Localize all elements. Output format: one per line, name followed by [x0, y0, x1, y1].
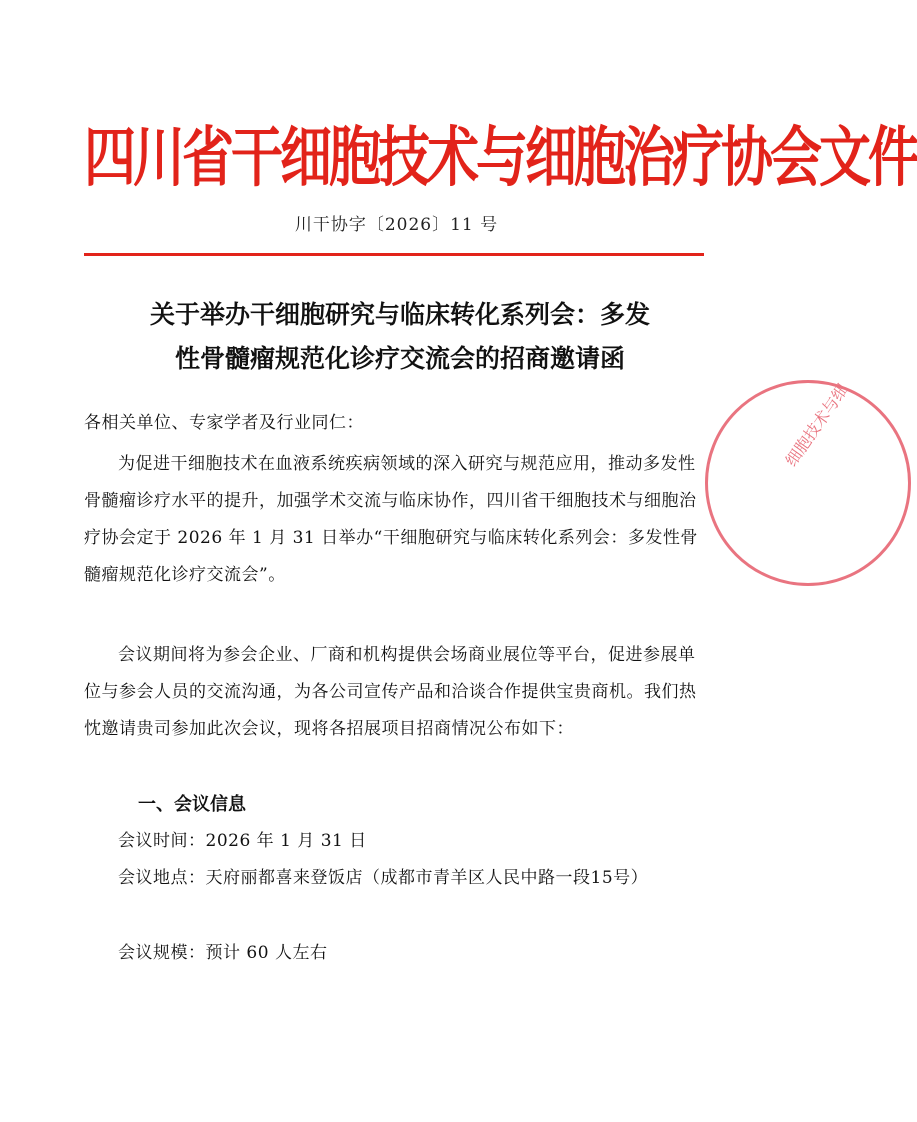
- meeting-scale-label: 会议规模：: [118, 943, 206, 963]
- official-seal-stamp: [705, 380, 911, 586]
- meeting-time-label: 会议时间：: [118, 831, 206, 851]
- salutation: 各相关单位、专家学者及行业同仁：: [84, 413, 364, 433]
- meeting-time-value: 2026 年 1 月 31 日: [205, 831, 367, 851]
- paragraph-invitation: 会议期间将为参会企业、厂商和机构提供会场商业展位等平台，促进参展单位与参会人员的交流沟通，为各公司宣传产品和洽谈合作提供宝贵商机。我们热忱邀请贵司参加此次会议，现将各招展项目招商情况公布如下：: [84, 645, 697, 739]
- meeting-scale: [84, 935, 706, 972]
- document-number: 川干协字〔2026〕11 号: [294, 215, 499, 235]
- title-line-1: 关于举办干细胞研究与临床转化系列会：多发: [149, 300, 650, 329]
- meeting-venue-label: 会议地点：: [118, 868, 206, 888]
- meeting-venue: [84, 860, 706, 897]
- section-heading-meeting-info: 一、会议信息: [138, 794, 246, 815]
- document-masthead: 四川省干细胞技术与细胞治疗协会文件: [84, 120, 917, 196]
- document-title: [90, 293, 710, 381]
- meeting-venue-value: 天府丽都喜来登饭店（成都市青羊区人民中路一段15号）: [205, 868, 649, 888]
- meeting-scale-value: 预计 60 人左右: [205, 943, 328, 963]
- title-line-2: 性骨髓瘤规范化诊疗交流会的招商邀请函: [174, 344, 625, 373]
- seal-text: 细胞技术与细: [781, 380, 853, 470]
- meeting-time: [84, 823, 706, 860]
- paragraph-intro: 为促进干细胞技术在血液系统疾病领域的深入研究与规范应用，推动多发性骨髓瘤诊疗水平的提升，加强学术交流与临床协作，四川省干细胞技术与细胞治疗协会定于 2026 年 1 月 31 日举办“干细胞研究与临床转化系列会：多发性骨髓瘤规范化诊疗交流会”。: [84, 454, 698, 585]
- red-divider-line: [84, 253, 704, 256]
